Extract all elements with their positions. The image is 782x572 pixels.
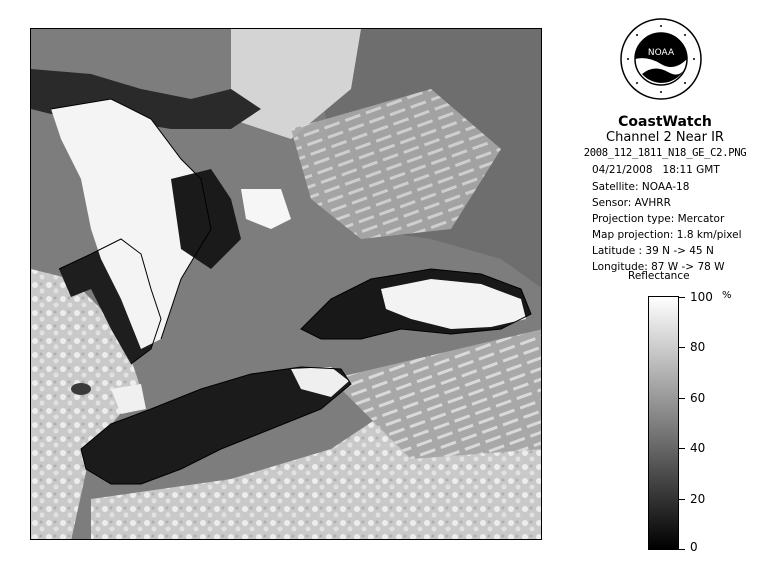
colorbar-tick [679,398,685,399]
legend-title: Reflectance [628,270,690,282]
satellite-label: Satellite: NOAA-18 [592,181,690,193]
lake-st-clair [71,383,91,395]
colorbar-label: 100 [690,290,713,304]
colorbar-tick [679,549,685,550]
acquisition-date: 04/21/2008 [592,164,653,176]
noaa-logo [620,18,702,100]
map-projection-label: Map projection: 1.8 km/pixel [592,229,742,241]
map-image [31,29,542,540]
channel-name: Channel 2 Near IR [606,130,724,145]
file-name: 2008_112_1811_N18_GE_C2.PNG [583,147,747,159]
longitude-label: Longitude: 87 W -> 78 W [592,261,725,273]
reflectance-colorbar [648,296,679,550]
sensor-label: Sensor: AVHRR [592,197,671,209]
colorbar-tick [679,448,685,449]
colorbar-tick [679,499,685,500]
legend-unit: % [722,290,732,301]
colorbar-label: 40 [690,441,706,455]
colorbar-label: 20 [690,492,706,506]
colorbar-label: 80 [690,340,706,354]
acquisition-time: 18:11 GMT [662,164,720,176]
date-time [592,164,720,176]
colorbar-tick [679,297,685,298]
projection-type-label: Projection type: Mercator [592,213,725,225]
colorbar-label: 60 [690,391,706,405]
svg-text:NOAA: NOAA [647,48,675,58]
colorbar-tick [679,347,685,348]
colorbar-label: 0 [690,540,698,554]
satellite-map [30,28,542,540]
latitude-label: Latitude : 39 N -> 45 N [592,245,714,257]
brand-title: CoastWatch [618,114,712,130]
